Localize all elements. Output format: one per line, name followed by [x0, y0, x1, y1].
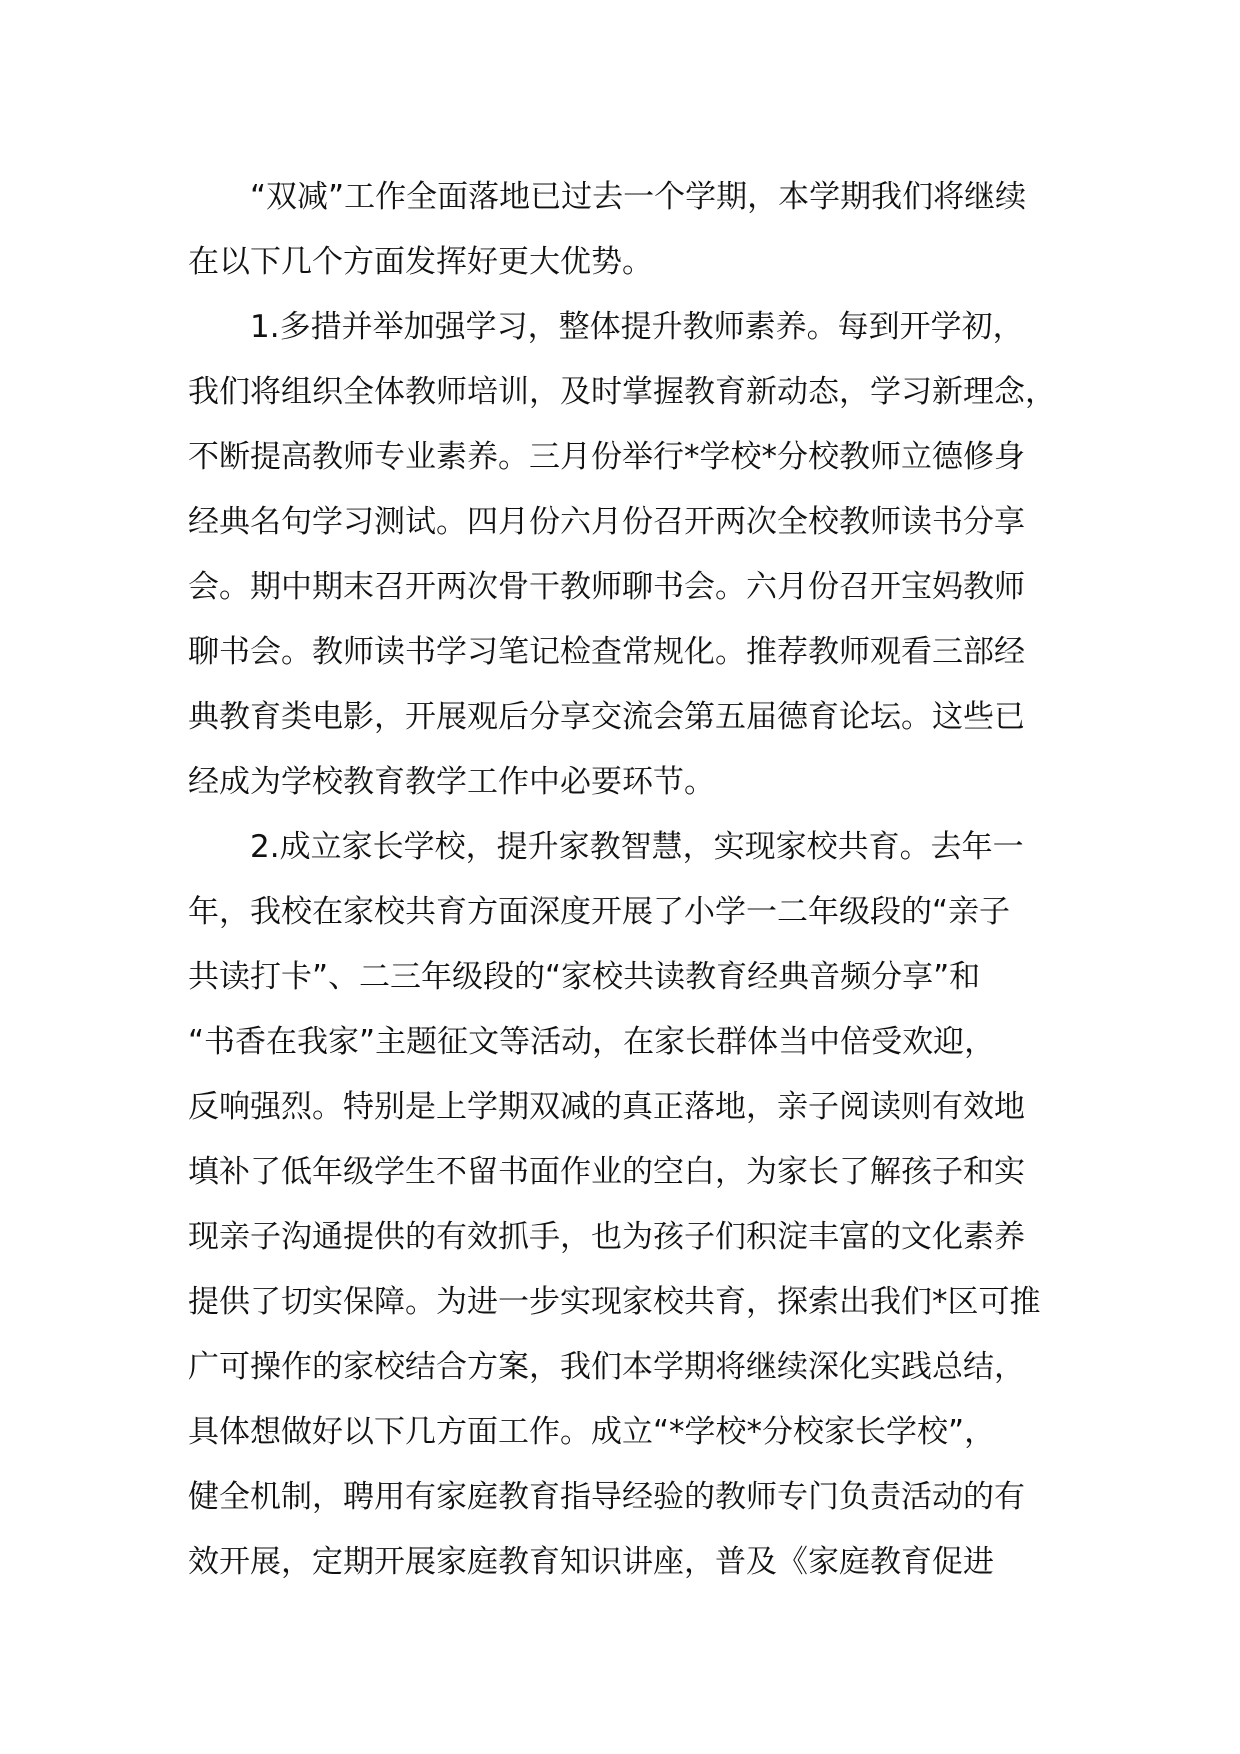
text-line: 聊书会。教师读书学习笔记检查常规化。推荐教师观看三部经 — [188, 634, 1025, 670]
text-line: “书香在我家”主题征文等活动，在家长群体当中倍受欢迎， — [188, 1024, 996, 1060]
text-line: 共读打卡”、二三年级段的“家校共读教育经典音频分享”和 — [188, 959, 981, 995]
text-line: 不断提高教师专业素养。三月份举行*学校*分校教师立德修身 — [188, 439, 1025, 475]
text-line: 广可操作的家校结合方案，我们本学期将继续深化实践总结， — [188, 1349, 1025, 1385]
text-line: 我们将组织全体教师培训，及时掌握教育新动态，学习新理念， — [188, 374, 1056, 410]
document-body — [188, 165, 1068, 1595]
text-line: “双减”工作全面落地已过去一个学期，本学期我们将继续 — [188, 179, 1027, 215]
text-line: 提供了切实保障。为进一步实现家校共育，探索出我们*区可推 — [188, 1284, 1041, 1320]
text-line: 填补了低年级学生不留书面作业的空白，为家长了解孩子和实 — [188, 1154, 1025, 1190]
text-line: 具体想做好以下几方面工作。成立“*学校*分校家长学校”， — [188, 1414, 996, 1450]
text-line: 现亲子沟通提供的有效抓手，也为孩子们积淀丰富的文化素养 — [188, 1219, 1025, 1255]
text-line: 经典名句学习测试。四月份六月份召开两次全校教师读书分享 — [188, 504, 1025, 540]
text-line: 健全机制，聘用有家庭教育指导经验的教师专门负责活动的有 — [188, 1479, 1025, 1515]
text-line: 2.成立家长学校，提升家教智慧，实现家校共育。去年一 — [188, 829, 1024, 865]
text-line: 经成为学校教育教学工作中必要环节。 — [188, 764, 715, 800]
text-line: 会。期中期末召开两次骨干教师聊书会。六月份召开宝妈教师 — [188, 569, 1025, 605]
text-line: 典教育类电影，开展观后分享交流会第五届德育论坛。这些已 — [188, 699, 1025, 735]
text-line: 反响强烈。特别是上学期双减的真正落地，亲子阅读则有效地 — [188, 1089, 1025, 1125]
text-line: 在以下几个方面发挥好更大优势。 — [188, 244, 653, 280]
text-line: 效开展，定期开展家庭教育知识讲座，普及《家庭教育促进 — [188, 1544, 994, 1580]
text-line: 1.多措并举加强学习，整体提升教师素养。每到开学初， — [188, 309, 1024, 345]
text-line: 年，我校在家校共育方面深度开展了小学一二年级段的“亲子 — [188, 894, 1011, 930]
